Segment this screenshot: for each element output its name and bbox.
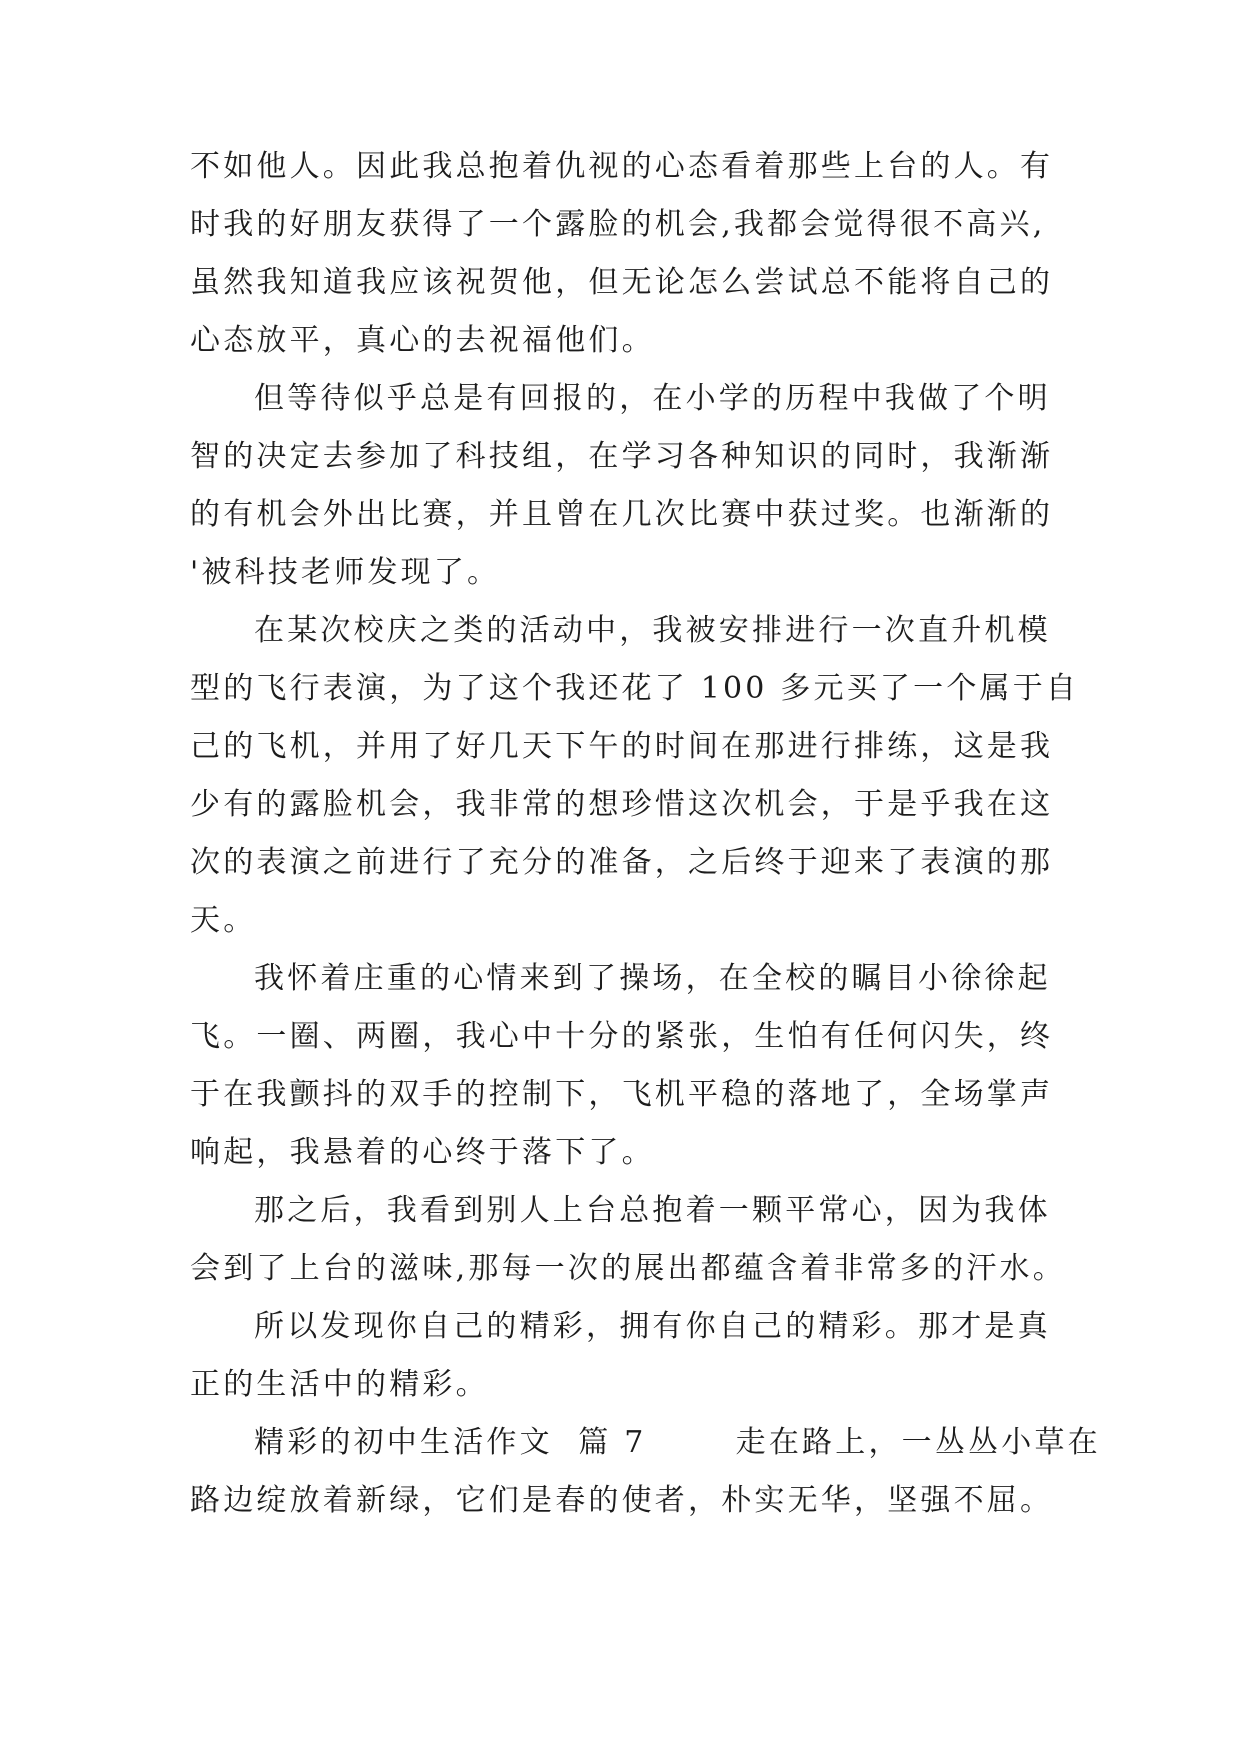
paragraph-first-line: 所以发现你自己的精彩，拥有你自己的精彩。那才是真 <box>254 1309 1051 1344</box>
text-line: 飞。一圈、两圈，我心中十分的紧张，生怕有任何闪失，终 <box>190 1019 1054 1054</box>
text-line: 不如他人。因此我总抱着仇视的心态看着那些上台的人。有 <box>190 149 1054 184</box>
text-line: 会到了上台的滋味,那每一次的展出都蕴含着非常多的汗水。 <box>190 1251 1066 1286</box>
paragraph-first-line: 我怀着庄重的心情来到了操场，在全校的瞩目小徐徐起 <box>254 961 1051 996</box>
text-line: 正的生活中的精彩。 <box>190 1367 489 1402</box>
text-line: 路边绽放着新绿，它们是春的使者，朴实无华，坚强不屈。 <box>190 1483 1054 1518</box>
paragraph-first-line: 在某次校庆之类的活动中，我被安排进行一次直升机模 <box>254 613 1051 648</box>
text-line: 智的决定去参加了科技组，在学习各种知识的同时，我渐渐 <box>190 439 1054 474</box>
text-line: 天。 <box>190 903 257 938</box>
paragraph-first-line: 但等待似乎总是有回报的，在小学的历程中我做了个明 <box>254 381 1051 416</box>
section-heading-line: 精彩的初中生活作文 篇 7 走在路上，一丛丛小草在 <box>254 1425 1101 1460</box>
text-line: 虽然我知道我应该祝贺他，但无论怎么尝试总不能将自己的 <box>190 265 1054 300</box>
text-line: 的有机会外出比赛，并且曾在几次比赛中获过奖。也渐渐的 <box>190 497 1054 532</box>
paragraph-first-line: 那之后，我看到别人上台总抱着一颗平常心，因为我体 <box>254 1193 1051 1228</box>
text-line: 少有的露脸机会，我非常的想珍惜这次机会，于是乎我在这 <box>190 787 1054 822</box>
text-line: '被科技老师发现了。 <box>190 555 501 590</box>
text-line: 次的表演之前进行了充分的准备，之后终于迎来了表演的那 <box>190 845 1054 880</box>
text-line: 心态放平，真心的去祝福他们。 <box>190 323 655 358</box>
text-line: 于在我颤抖的双手的控制下，飞机平稳的落地了，全场掌声 <box>190 1077 1054 1112</box>
text-line: 己的飞机，并用了好几天下午的时间在那进行排练，这是我 <box>190 729 1054 764</box>
text-line: 响起，我悬着的心终于落下了。 <box>190 1135 655 1170</box>
text-line: 型的飞行表演，为了这个我还花了 100 多元买了一个属于自 <box>190 671 1080 706</box>
text-line: 时我的好朋友获得了一个露脸的机会,我都会觉得很不高兴, <box>190 207 1046 242</box>
